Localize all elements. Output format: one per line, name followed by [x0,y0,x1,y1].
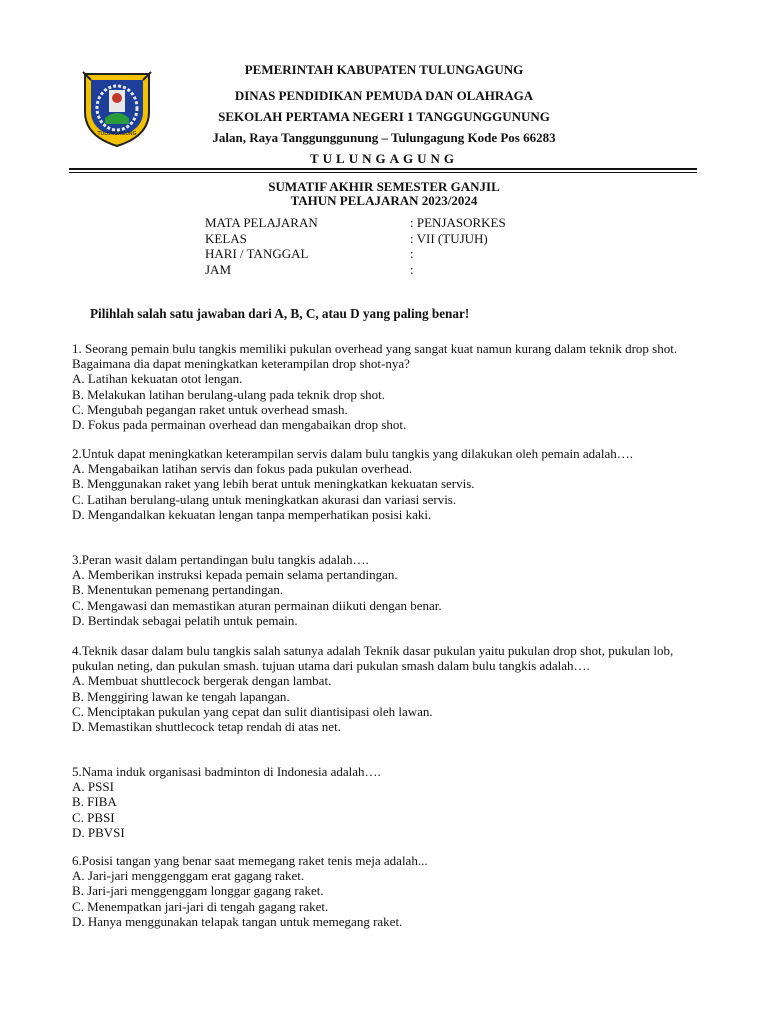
answer-option: C. Mengubah pegangan raket untuk overhead smash. [72,401,348,417]
answer-option: A. Mengabaikan latihan servis dan fokus pada pukulan overhead. [72,461,413,477]
answer-option: B. Jari-jari menggenggam longgar gagang raket. [72,883,324,899]
school-name: SEKOLAH PERTAMA NEGERI 1 TANGGUNGGUNUNG [218,109,550,124]
meta-key: KELAS [205,231,247,246]
question-stem: 3.Peran wasit dalam pertandingan bulu tangkis adalah…. [72,552,369,567]
city-name: TULUNGAGUNG [309,151,458,166]
answer-option: C. Menempatkan jari-jari di tengah gagang raket. [72,898,329,914]
letterhead-divider-thin [69,172,697,173]
question-stem: 4.Teknik dasar dalam bulu tangkis salah satunya adalah Teknik dasar pukulan yaitu pukulan drop shot, pukulan lob, pukulan neting, dan pukulan smash. tujuan utama dari pukulan smash dalam bulu tangkis adalah…. [72,643,674,674]
meta-value: : [410,246,414,261]
meta-key: HARI / TANGGAL [205,246,309,261]
answer-option: A. Jari-jari menggenggam erat gagang raket. [72,868,305,884]
answer-option: D. Bertindak sebagai pelatih untuk pemain. [72,612,298,628]
question-1 [72,341,702,432]
svg-text:TULUNGAGUNG: TULUNGAGUNG [97,131,137,137]
question-stem: 6.Posisi tangan yang benar saat memegang raket tenis meja adalah... [72,853,428,868]
question-stem: 2.Untuk dapat meningkatkan keterampilan servis dalam bulu tangkis yang dilakukan oleh pemain adalah…. [72,446,634,461]
answer-option: B. Menggunakan raket yang lebih berat untuk meningkatkan kekuatan servis. [72,476,475,492]
instructions: Pilihlah salah satu jawaban dari A, B, C, atau D yang paling benar! [90,306,470,321]
question-5 [72,764,702,840]
question-3 [72,552,702,628]
question-4 [72,643,702,734]
answer-option: C. Latihan berulang-ulang untuk meningkatkan akurasi dan variasi servis. [72,491,457,507]
answer-option: D. Fokus pada permainan overhead dan mengabaikan drop shot. [72,417,407,433]
answer-option: C. Menciptakan pukulan yang cepat dan sulit diantisipasi oleh lawan. [72,703,433,719]
answer-option: C. PBSI [72,809,115,825]
government-name: PEMERINTAH KABUPATEN TULUNGAGUNG [244,62,524,77]
answer-option: A. Memberikan instruksi kepada pemain selama pertandingan. [72,567,398,583]
answer-option: B. Menggiring lawan ke tengah lapangan. [72,688,290,704]
answer-option: A. Membuat shuttlecock bergerak dengan lambat. [72,673,332,689]
meta-value: : VII (TUJUH) [410,231,488,246]
answer-option: A. PSSI [72,779,114,795]
answer-option: D. Mengandalkan kekuatan lengan tanpa memperhatikan posisi kaki. [72,506,432,522]
meta-value: : [410,262,414,277]
department-name: DINAS PENDIDIKAN PEMUDA DAN OLAHRAGA [234,88,534,103]
answer-option: D. Memastikan shuttlecock tetap rendah di atas net. [72,719,341,735]
question-2 [72,446,702,522]
question-stem: 1. Seorang pemain bulu tangkis memiliki pukulan overhead yang sangat kuat namun kurang dalam teknik drop shot. Bagaimana dia dapat meningkatkan keterampilan drop shot-nya? [72,341,678,372]
answer-option: D. Hanya menggunakan telapak tangan untuk memegang raket. [72,913,403,929]
letterhead-divider-thick [69,168,697,170]
answer-option: C. Mengawasi dan memastikan aturan permainan diikuti dengan benar. [72,597,442,613]
answer-option: B. Menentukan pemenang pertandingan. [72,582,284,598]
meta-value: : PENJASORKES [410,215,506,230]
answer-option: D. PBVSI [72,824,125,840]
meta-key: MATA PELAJARAN [205,215,318,230]
answer-option: B. FIBA [72,794,117,810]
question-stem: 5.Nama induk organisasi badminton di Indonesia adalah…. [72,764,381,779]
answer-option: A. Latihan kekuatan otot lengan. [72,371,243,387]
school-address: Jalan, Raya Tanggunggunung – Tulungagung Kode Pos 66283 [212,130,556,145]
answer-option: B. Melakukan latihan berulang-ulang pada teknik drop shot. [72,386,386,402]
question-6 [72,853,702,929]
exam-title: SUMATIF AKHIR SEMESTER GANJIL [268,179,500,194]
exam-year: TAHUN PELAJARAN 2023/2024 [290,193,478,208]
meta-key: JAM [205,262,232,277]
